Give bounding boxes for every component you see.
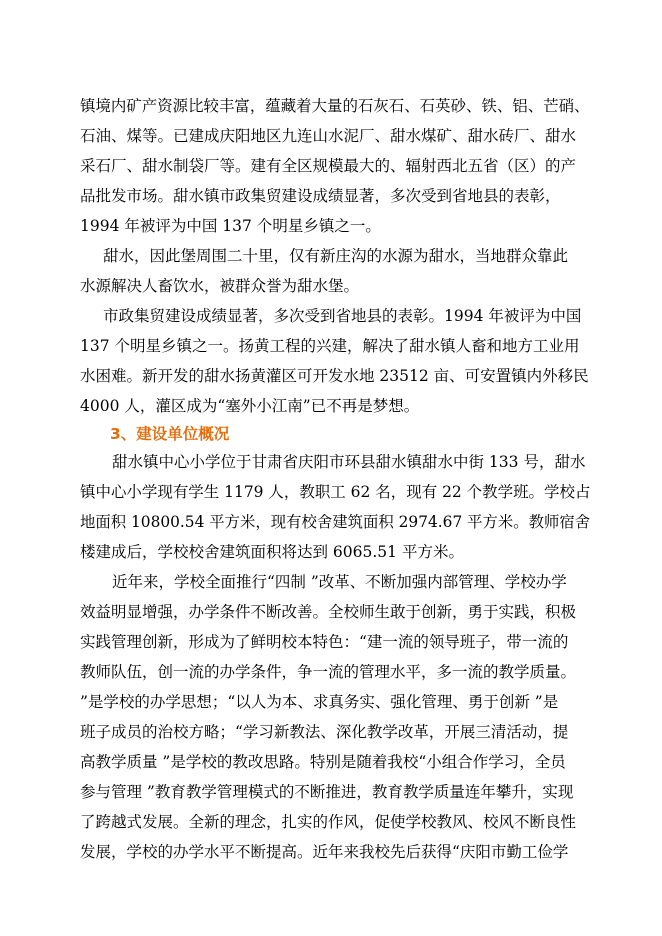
paragraph-5-line-10: 发展，学校的办学水平不断提高。近年来我校先后获得“庆阳市勤工俭学 — [80, 843, 569, 861]
paragraph-4-line-4: 楼建成后，学校校舍建筑面积将达到 6065.51 平方米。 — [80, 543, 464, 561]
paragraph-3-line-2: 137 个明星乡镇之一。扬黄工程的兴建，解决了甜水镇人畜和地方工业用 — [80, 337, 580, 355]
paragraph-1-line-3: 采石厂、甜水制袋厂等。建有全区规模最大的、辐射西北五省（区）的产 — [80, 157, 577, 175]
paragraph-5-line-2: 效益明显增强，办学条件不断改善。全校师生敢于创新，勇于实践，积极 — [80, 603, 577, 621]
paragraph-1-line-4: 品批发市场。甜水镇市政集贸建设成绩显著，多次受到省地县的表彰， — [80, 187, 561, 205]
paragraph-3-line-1: 市政集贸建设成绩显著，多次受到省地县的表彰。1994 年被评为中国 — [103, 307, 582, 325]
section-heading: 3、建设单位概况 — [110, 425, 230, 443]
paragraph-2-line-2: 水源解决人畜饮水，被群众誉为甜水堡。 — [80, 277, 360, 295]
paragraph-5-line-9: 了跨越式发展。全新的理念，扎实的作风，促使学校教风、校风不断良性 — [80, 813, 577, 831]
paragraph-4-line-2: 镇中心小学现有学生 1179 人，教职工 62 名，现有 22 个教学班。学校占 — [80, 483, 591, 501]
paragraph-5-line-6: 班子成员的治校方略；“学习新教法、深化教学改革，开展三清活动，提 — [80, 723, 569, 741]
paragraph-5-line-5: ”是学校的办学思想；“以人为本、求真务实、强化管理、勇于创新 ”是 — [80, 693, 559, 711]
paragraph-5-line-7: 高教学质量 ”是学校的教改思路。特别是随着我校“小组合作学习，全员 — [80, 753, 566, 771]
paragraph-5-line-1: 近年来，学校全面推行“四制 ”改革、不断加强内部管理、学校办学 — [112, 573, 567, 591]
paragraph-4-line-1: 甜水镇中心小学位于甘肃省庆阳市环县甜水镇甜水中街 133 号，甜水 — [112, 453, 586, 471]
paragraph-1-line-5: 1994 年被评为中国 137 个明星乡镇之一。 — [80, 217, 381, 235]
paragraph-5-line-8: 参与管理 ”教育教学管理模式的不断推进，教育教学质量连年攀升，实现 — [80, 783, 574, 801]
paragraph-3-line-4: 4000 人，灌区成为“塞外小江南”已不再是梦想。 — [80, 397, 420, 415]
paragraph-5-line-4: 教师队伍，创一流的办学条件，争一流的管理水平，多一流的教学质量。 — [80, 663, 577, 681]
paragraph-5-line-3: 实践管理创新，形成为了鲜明校本特色：“建一流的领导班子，带一流的 — [80, 633, 569, 651]
paragraph-2-line-1: 甜水，因此堡周围二十里，仅有新庄沟的水源为甜水，当地群众靠此 — [103, 247, 569, 265]
paragraph-1-line-2: 石油、煤等。已建成庆阳地区九连山水泥厂、甜水煤矿、甜水砖厂、甜水 — [80, 127, 577, 145]
paragraph-1-line-1: 镇境内矿产资源比较丰富，蕴藏着大量的石灰石、石英砂、铁、铝、芒硝、 — [80, 97, 590, 115]
paragraph-3-line-3: 水困难。新开发的甜水扬黄灌区可开发水地 23512 亩、可安置镇内外移民 — [80, 367, 589, 385]
paragraph-4-line-3: 地面积 10800.54 平方米，现有校舍建筑面积 2974.67 平方米。教师宿舍 — [80, 513, 591, 531]
